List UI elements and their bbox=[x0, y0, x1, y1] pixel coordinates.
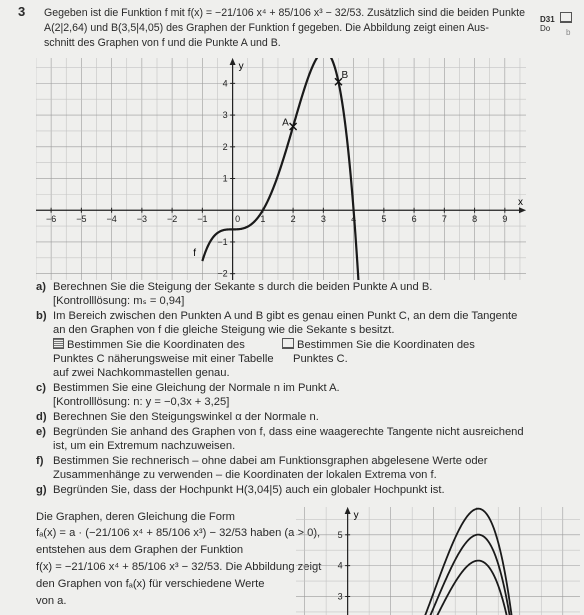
bottom-line5: den Graphen von fₐ(x) für verschiedene Werte bbox=[36, 578, 265, 590]
x-tick-label: −5 bbox=[76, 214, 87, 225]
y-tick-label: 1 bbox=[222, 173, 228, 184]
curve-label: f bbox=[193, 248, 197, 260]
x-tick-label: −4 bbox=[106, 214, 117, 225]
y-tick-label: −2 bbox=[217, 268, 228, 279]
bottom-line4: f(x) = −21/106 x⁴ + 85/106 x³ − 32/53. Die Abbildung zeigt bbox=[36, 561, 322, 573]
x-tick-label: −6 bbox=[45, 214, 57, 225]
margin-code-text: D31 bbox=[540, 15, 555, 24]
family-y-axis-arrow bbox=[345, 507, 351, 514]
margin-code bbox=[540, 12, 584, 33]
x-tick-label: −3 bbox=[136, 214, 147, 225]
screen-icon bbox=[282, 338, 294, 349]
family-axes bbox=[345, 507, 351, 615]
family-y-tick-label: 3 bbox=[337, 591, 343, 602]
bottom-line2: fₐ(x) = a · (−21/106 x⁴ + 85/106 x³) − 32/53 haben (a > 0), bbox=[36, 527, 321, 539]
y-tick-label: 2 bbox=[222, 141, 228, 152]
x-tick-label: 1 bbox=[260, 214, 266, 225]
family-graph bbox=[296, 507, 580, 615]
bottom-line1: Die Graphen, deren Gleichung die Form bbox=[36, 511, 235, 523]
task-b-option1-line1 bbox=[53, 338, 245, 352]
task-b-label: b) bbox=[36, 310, 47, 322]
x-tick-label: 0 bbox=[235, 214, 241, 225]
x-tick-label: 2 bbox=[290, 214, 296, 225]
calculator-icon bbox=[53, 338, 64, 349]
task-c-text: Bestimmen Sie eine Gleichung der Normale n im Punkt A. bbox=[53, 382, 340, 394]
document-icon bbox=[560, 12, 572, 23]
task-b-option2-line2: Punktes C. bbox=[293, 353, 348, 365]
task-g-text: Begründen Sie, dass der Hochpunkt H(3,04|5) auch ein globaler Hochpunkt ist. bbox=[53, 484, 445, 496]
x-tick-label: −1 bbox=[197, 214, 208, 225]
exercise-intro-line1: Gegeben ist die Funktion f mit f(x) = −21/106 x⁴ + 85/106 x³ − 32/53. Zusätzlich sind die beiden Punkte bbox=[44, 7, 525, 19]
x-tick-label: 3 bbox=[320, 214, 326, 225]
y-axis-label: y bbox=[238, 61, 244, 72]
task-e-line1: Begründen Sie anhand des Graphen von f, dass eine waagerechte Tangente nicht ausreichend bbox=[53, 426, 524, 438]
exercise-intro-line3: schnitt des Graphen von f und die Punkte A und B. bbox=[44, 37, 281, 49]
bottom-line6: von a. bbox=[36, 595, 67, 607]
x-tick-label: 4 bbox=[351, 214, 357, 225]
y-axis-arrow bbox=[230, 58, 236, 65]
margin-cut-text: Do bbox=[540, 24, 551, 33]
family-curves bbox=[423, 509, 513, 615]
task-a-label: a) bbox=[36, 281, 46, 293]
task-g-label: g) bbox=[36, 484, 47, 496]
x-axis-label: x bbox=[518, 197, 523, 209]
task-e-label: e) bbox=[36, 426, 46, 438]
x-tick-label: 6 bbox=[411, 214, 417, 225]
bottom-line3: entstehen aus dem Graphen der Funktion bbox=[36, 544, 244, 556]
task-f-line1: Bestimmen Sie rechnerisch – ohne dabei am Funktionsgraphen abgelesene Werte oder bbox=[53, 455, 488, 467]
point-label: B bbox=[341, 69, 349, 81]
x-tick-label: 9 bbox=[502, 214, 508, 225]
task-c-label: c) bbox=[36, 382, 46, 394]
task-b-option1-text: Bestimmen Sie die Koordinaten des bbox=[67, 339, 245, 351]
family-y-tick-label: 5 bbox=[337, 529, 343, 540]
task-b-line2: an den Graphen von f die gleiche Steigung wie die Sekante s besitzt. bbox=[53, 324, 395, 336]
exercise-number: 3 bbox=[18, 4, 26, 19]
y-tick-label: 4 bbox=[222, 78, 228, 89]
task-a-hint: [Kontrolllösung: mₛ = 0,94] bbox=[53, 295, 185, 307]
point-label: A bbox=[282, 117, 289, 129]
task-a-text: Berechnen Sie die Steigung der Sekante s durch die beiden Punkte A und B. bbox=[53, 281, 433, 293]
x-tick-label: 8 bbox=[472, 214, 478, 225]
family-y-tick-label: 4 bbox=[337, 560, 343, 571]
x-tick-label: 7 bbox=[441, 214, 447, 225]
task-b-option2-text: Bestimmen Sie die Koordinaten des bbox=[297, 339, 475, 351]
family-curve bbox=[435, 561, 509, 615]
y-tick-label: −1 bbox=[217, 236, 228, 247]
family-y-axis-label: y bbox=[353, 510, 359, 521]
task-f-line2: Zusammenhänge zu verwenden – die Koordinaten der lokalen Extrema von f. bbox=[53, 469, 437, 481]
task-b-option2-line1 bbox=[282, 338, 475, 352]
y-tick-label: 3 bbox=[222, 110, 228, 121]
function-graph bbox=[36, 58, 526, 280]
x-tick-label: −2 bbox=[166, 214, 178, 225]
task-f-label: f) bbox=[36, 455, 44, 467]
exercise-intro-line2: A(2|2,64) und B(3,5|4,05) des Graphen der Funktion f gegeben. Die Abbildung zeigt einen Aus- bbox=[44, 22, 489, 34]
task-b-line1: Im Bereich zwischen den Punkten A und B gibt es genau einen Punkt C, an dem die Tangente bbox=[53, 310, 518, 322]
task-c-hint: [Kontrolllösung: n: y = −0,3x + 3,25] bbox=[53, 396, 230, 408]
task-d-label: d) bbox=[36, 411, 47, 423]
task-b-option1-line3: auf zwei Nachkommastellen genau. bbox=[53, 367, 230, 379]
task-d-text: Berechnen Sie den Steigungswinkel α der Normale n. bbox=[53, 411, 319, 423]
task-b-option1-line2: Punktes C näherungsweise mit einer Tabelle bbox=[53, 353, 274, 365]
margin-cut-text-2: b bbox=[566, 28, 571, 37]
x-tick-label: 5 bbox=[381, 214, 387, 225]
task-e-line2: ist, um ein Extremum nachzuweisen. bbox=[53, 440, 236, 452]
